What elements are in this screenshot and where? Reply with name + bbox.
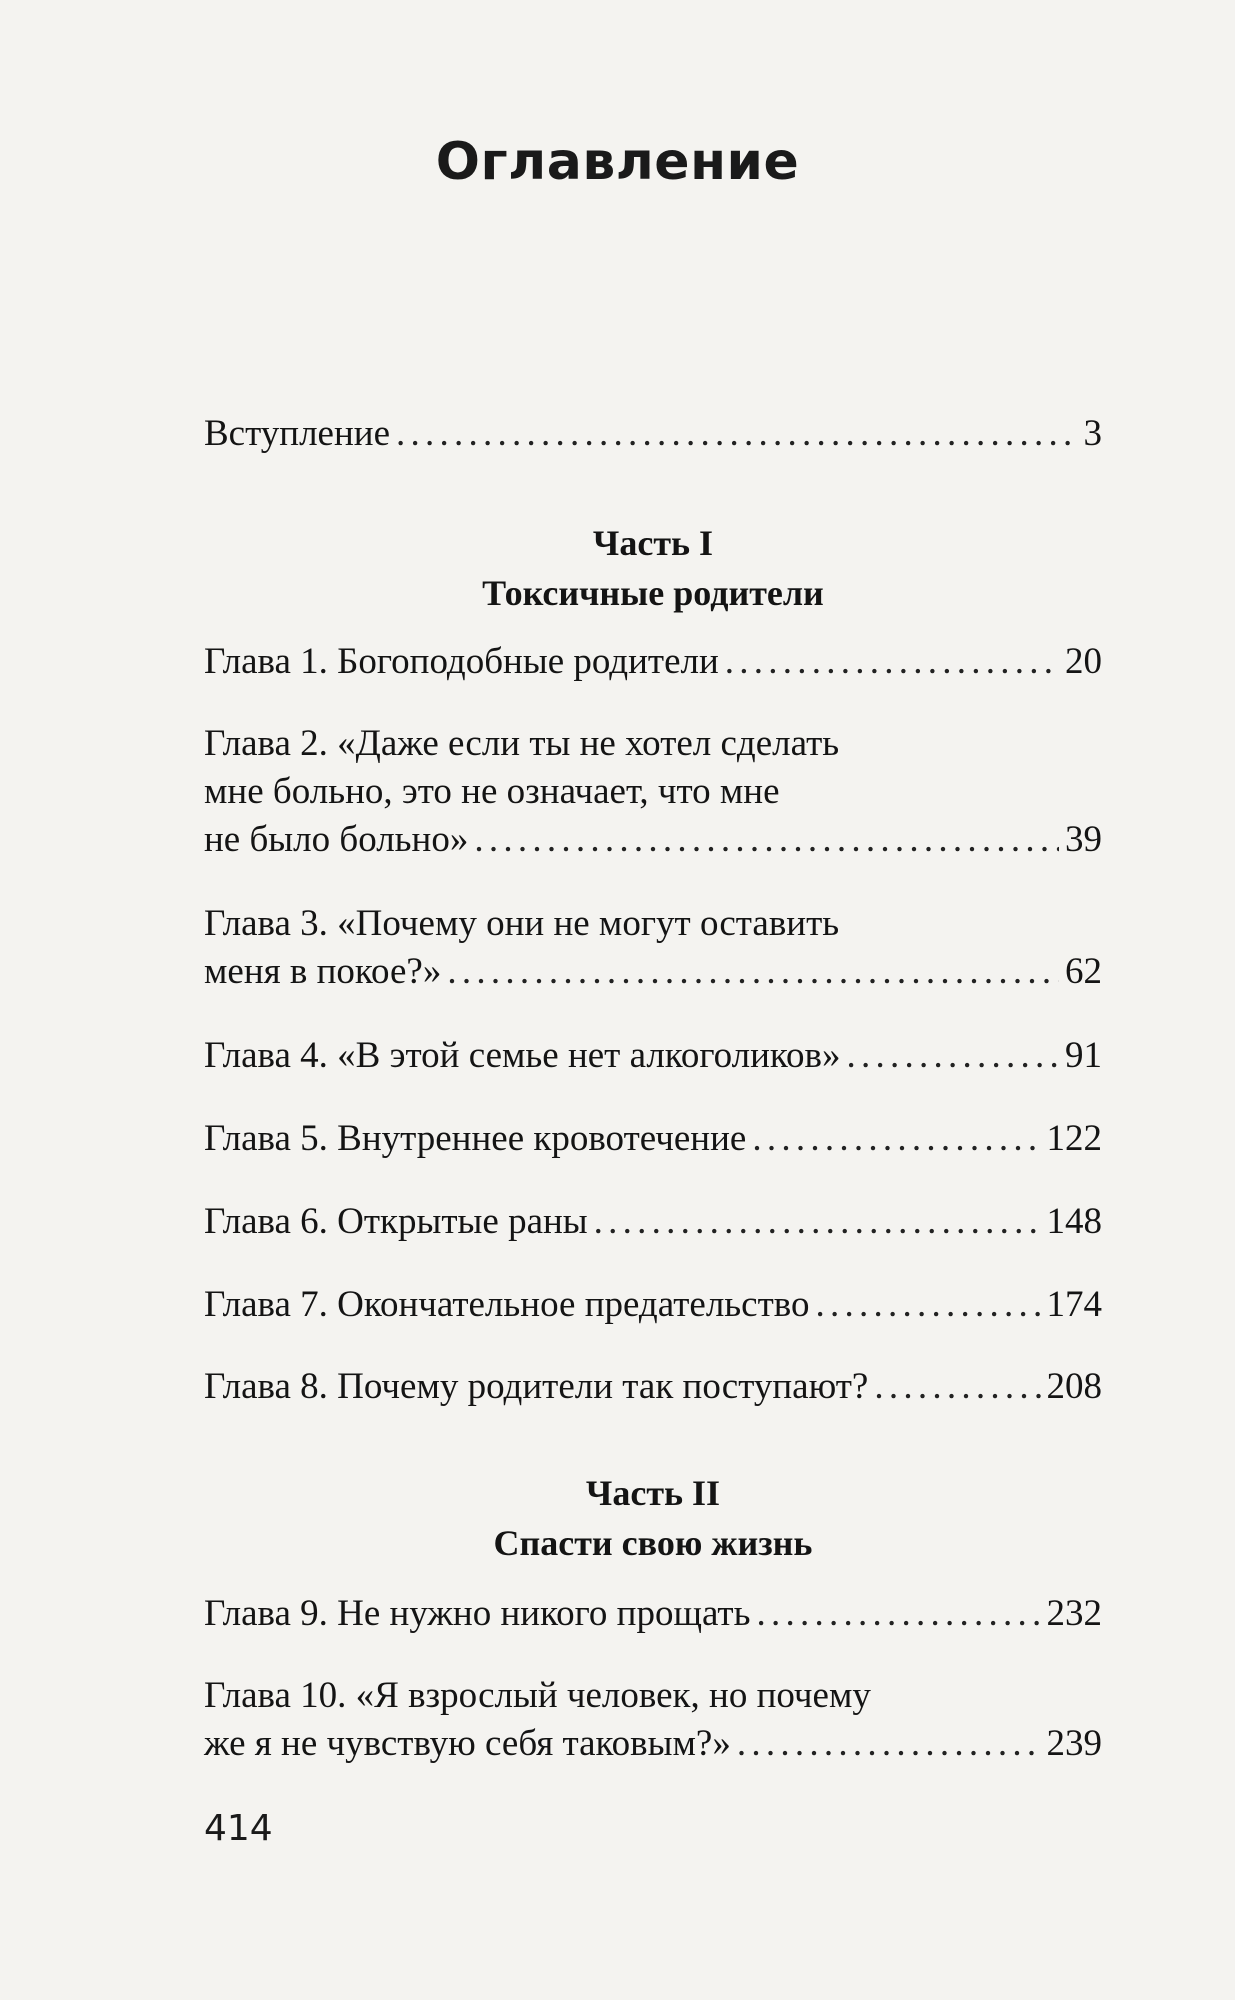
toc-entry-title: меня в покое?» <box>204 951 442 992</box>
part-name: Спасти свою жизнь <box>493 1523 813 1563</box>
toc-entry-chapter-7 <box>204 1281 1102 1329</box>
page-number: 414 <box>204 1808 273 1849</box>
toc-page-number: 62 <box>1065 951 1102 992</box>
toc-entry-chapter-5 <box>204 1115 1102 1163</box>
toc-entry-line <box>204 410 1102 458</box>
toc-page-number: 148 <box>1046 1201 1102 1242</box>
toc-entry-title: Глава 4. «В этой семье нет алкоголиков» <box>204 1035 841 1076</box>
toc-entry-title-line: Глава 3. «Почему они не могут оставить <box>204 903 840 944</box>
dot-leader <box>752 1115 1040 1163</box>
dot-leader <box>474 816 1059 864</box>
toc-entry-title: же я не чувствую себя таковым?» <box>204 1723 731 1764</box>
toc-entry-line <box>204 1032 1102 1080</box>
dot-leader <box>725 638 1059 686</box>
toc-page-number: 174 <box>1046 1284 1102 1325</box>
toc-entry-title: Глава 6. Открытые раны <box>204 1201 588 1242</box>
part-label: Часть I <box>592 523 714 563</box>
toc-entry-chapter-2 <box>204 720 1102 864</box>
toc-entry-title: Глава 8. Почему родители так поступают? <box>204 1366 869 1407</box>
page-title: Оглавление <box>435 132 800 192</box>
toc-page-number: 39 <box>1065 819 1102 860</box>
toc-page-number: 3 <box>1083 413 1102 454</box>
toc-entry-title: Глава 7. Окончательное предательство <box>204 1284 810 1325</box>
toc-entry-title-line: мне больно, это не означает, что мне <box>204 771 780 812</box>
toc-entry-line <box>204 816 1102 864</box>
toc-page-number: 232 <box>1046 1593 1102 1634</box>
toc-entry-chapter-3 <box>204 900 1102 996</box>
toc-entry-line <box>204 1281 1102 1329</box>
part-name: Токсичные родители <box>482 573 824 613</box>
toc-page-number: 208 <box>1046 1366 1102 1407</box>
dot-leader <box>396 410 1078 458</box>
toc-entry-chapter-10 <box>204 1672 1102 1768</box>
toc-entry-title: Вступление <box>204 413 390 454</box>
toc-entry-chapter-4 <box>204 1032 1102 1080</box>
toc-entry-line <box>204 638 1102 686</box>
toc-page-number: 91 <box>1065 1035 1102 1076</box>
toc-entry-chapter-1 <box>204 638 1102 686</box>
part-label: Часть II <box>585 1473 721 1513</box>
toc-entry-line <box>204 948 1102 996</box>
toc-entry-line <box>204 1590 1102 1638</box>
toc-page-number: 239 <box>1046 1723 1102 1764</box>
dot-leader <box>737 1720 1041 1768</box>
dot-leader <box>815 1281 1040 1329</box>
toc-entry-line <box>204 1198 1102 1246</box>
toc-entry-chapter-8 <box>204 1363 1102 1411</box>
toc-entry-title-line: Глава 10. «Я взрослый человек, но почему <box>204 1675 871 1716</box>
toc-entry-line <box>204 1720 1102 1768</box>
toc-entry-intro <box>204 410 1102 458</box>
toc-entry-title: Глава 9. Не нужно никого прощать <box>204 1593 751 1634</box>
toc-page-number: 20 <box>1065 641 1102 682</box>
dot-leader <box>874 1363 1040 1411</box>
dot-leader <box>594 1198 1041 1246</box>
toc-page-number: 122 <box>1046 1118 1102 1159</box>
toc-entry-chapter-6 <box>204 1198 1102 1246</box>
dot-leader <box>847 1032 1060 1080</box>
toc-entry-title: не было больно» <box>204 819 469 860</box>
dot-leader <box>447 948 1059 996</box>
toc-entry-title: Глава 1. Богоподобные родители <box>204 641 719 682</box>
toc-entry-line <box>204 1115 1102 1163</box>
dot-leader <box>756 1590 1040 1638</box>
toc-entry-chapter-9 <box>204 1590 1102 1638</box>
toc-entry-title-line: Глава 2. «Даже если ты не хотел сделать <box>204 723 840 764</box>
toc-entry-line <box>204 1363 1102 1411</box>
toc-entry-title: Глава 5. Внутреннее кровотечение <box>204 1118 747 1159</box>
